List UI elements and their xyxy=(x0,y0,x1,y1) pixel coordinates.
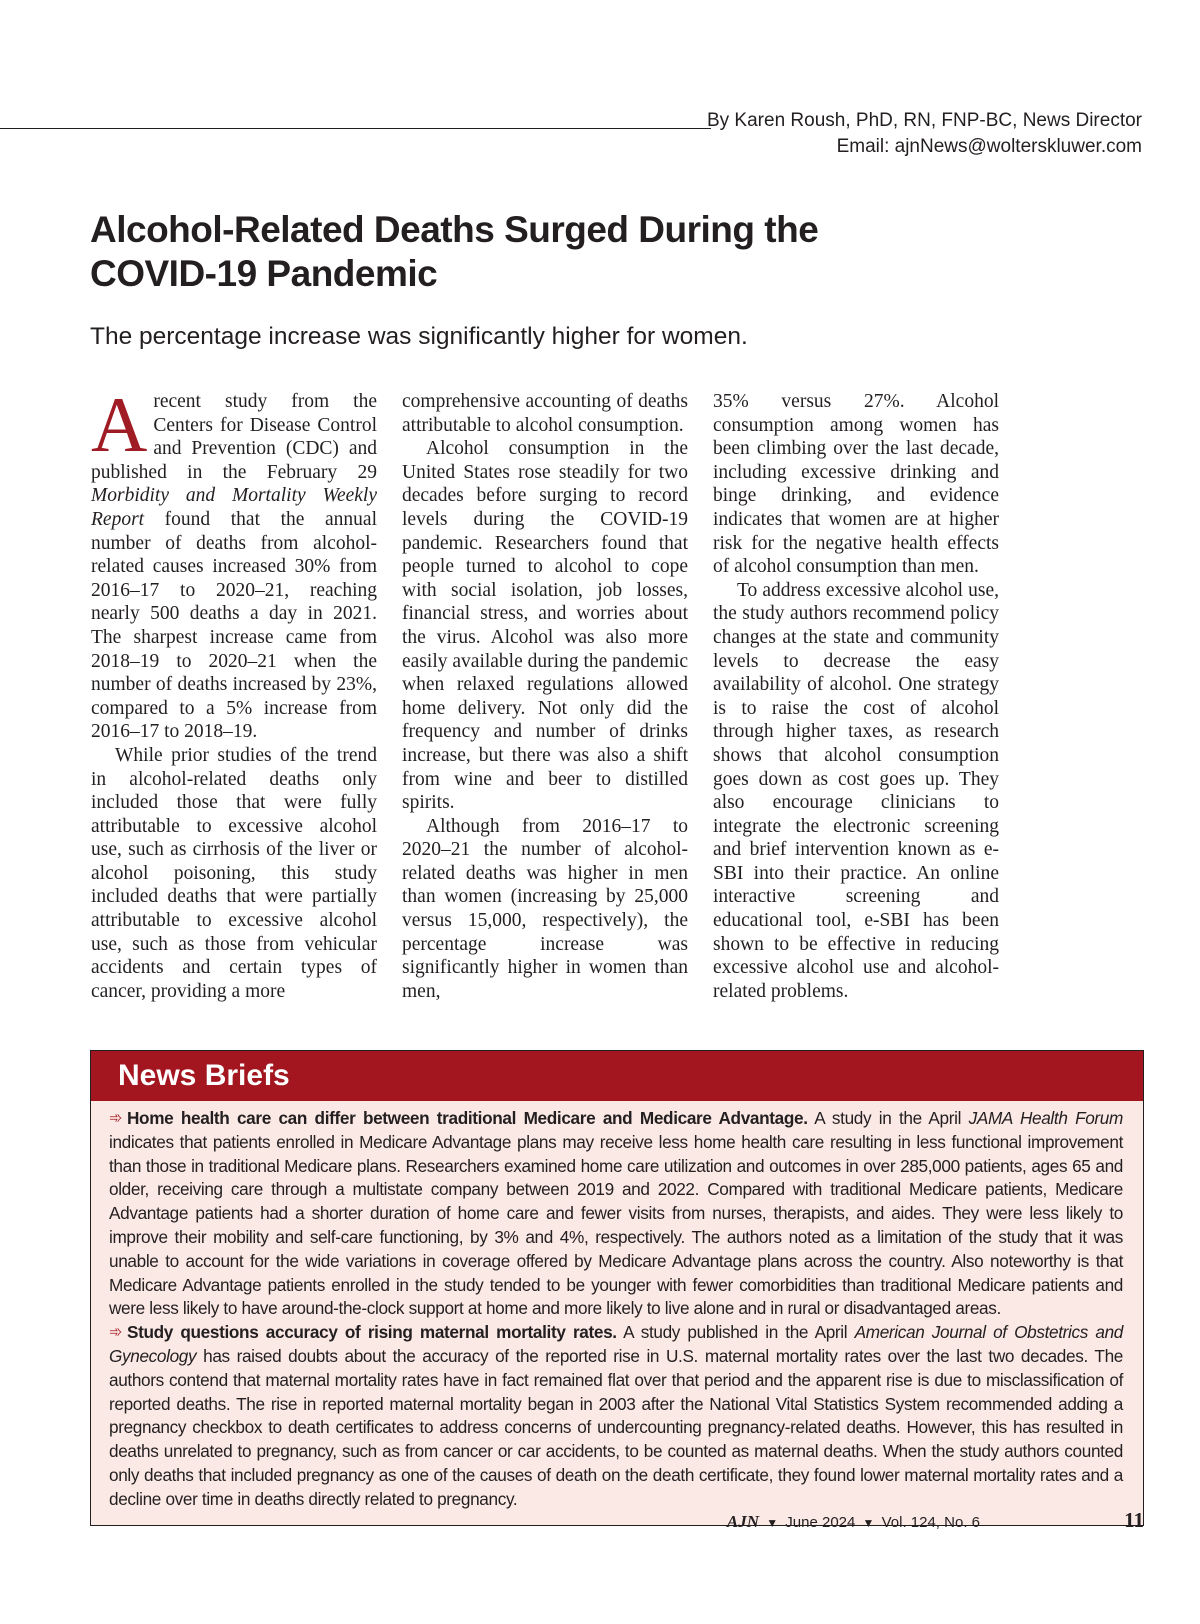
brief-journal: JAMA Health Forum xyxy=(968,1108,1123,1128)
article-title xyxy=(90,208,990,296)
title-line-1: Alcohol-Related Deaths Surged During the xyxy=(90,209,819,250)
brief-journal: American Journal of Obstetrics and Gynecology xyxy=(109,1322,1123,1366)
paragraph-4-continued: 35% versus 27%. Alcohol consumption among women has been climbing over the last decade, including excessive drinking and binge drinking, and evidence indicates that women are at higher risk for the negative health effects of alcohol consumption than men. xyxy=(713,391,999,578)
arrow-right-icon: ➾ xyxy=(109,1324,123,1342)
triangle-down-icon: ▼ xyxy=(862,1516,875,1530)
footer-issue-info xyxy=(727,1512,980,1532)
news-briefs-heading: News Briefs xyxy=(91,1051,1143,1101)
paragraph-1 xyxy=(91,381,377,744)
journal-abbrev: AJN xyxy=(726,1512,760,1531)
article-subtitle: The percentage increase was significantly higher for women. xyxy=(90,323,748,350)
paragraph-2: While prior studies of the trend in alcohol-related deaths only included those that were fully attributable to excessive alcohol use, such as cirrhosis of the liver or alcohol poisoning, this study included deaths that were partially attributable to excessive alcohol use, such as those from vehicular accidents and certain types of cancer, providing a more xyxy=(91,744,377,1002)
paragraph-4: Although from 2016–17 to 2020–21 the number of alcohol-related deaths was higher in men than women (increasing by 25,000 versus 15,000, respectively), the percentage increase was significantly higher in women than men, xyxy=(402,815,688,1002)
issue-date: June 2024 xyxy=(785,1514,856,1531)
news-briefs-box xyxy=(90,1050,1144,1526)
news-brief-item xyxy=(109,1107,1123,1321)
drop-cap: A xyxy=(91,381,148,468)
paragraph-3: Alcohol consumption in the United States rose steadily for two decades before surging to record levels during the COVID-19 pandemic. Researchers found that people turned to alcohol to cope with social isolation, job losses, financial stress, and worries about the virus. Alcohol was also more easily available during the pandemic when relaxed regulations allowed home delivery. Not only did the frequency and number of drinks increase, but there was also a shift from wine and beer to distilled spirits. xyxy=(402,438,688,814)
triangle-down-icon: ▼ xyxy=(766,1516,779,1530)
article-column-1 xyxy=(91,381,377,1003)
title-line-2: COVID-19 Pandemic xyxy=(90,253,438,294)
author-byline: By Karen Roush, PhD, RN, FNP-BC, News Director xyxy=(706,110,1142,131)
arrow-right-icon: ➾ xyxy=(109,1110,123,1127)
news-brief-item xyxy=(109,1321,1123,1511)
brief-text-a: A study published in the April xyxy=(616,1322,855,1343)
journal-name: Morbidity and Mortality Weekly Report xyxy=(91,485,377,530)
paragraph-1-text-a: recent study from the Centers for Disease Control and Prevention (CDC) and published in the February 29 xyxy=(91,391,377,483)
brief-text-b: indicates that patients enrolled in Medicare Advantage plans may receive less home health care resulting in less functional improvement than those in traditional Medicare plans. Researchers examined home care utilization and outcomes in over 285,000 patients, ages 65 and older, receiving care through a multistate company between 2019 and 2022. Compared with traditional Medicare patients, Medicare Advantage patients had a shorter duration of home care and fewer visits from nurses, therapists, and aides. They were less likely to improve their mobility and self-care functioning, by 3% and 4%, respectively. The authors noted as a limitation of the study that it was unable to account for the wide variations in coverage offered by Medicare Advantage plans across the country. Also noteworthy is that Medicare Advantage patients enrolled in the study tended to be younger with fewer comorbidities than traditional Medicare patients and were less likely to have around-the-clock support at home and more likely to live alone and in rural or disadvantaged areas. xyxy=(109,1131,1123,1319)
brief-headline: Home health care can differ between traditional Medicare and Medicare Advantage. xyxy=(127,1108,808,1128)
header-rule xyxy=(0,128,711,129)
page-number: 11 xyxy=(1124,1508,1144,1532)
byline-block xyxy=(707,108,1142,160)
volume-issue: Vol. 124, No. 6 xyxy=(881,1514,980,1531)
paragraph-5: To address excessive alcohol use, the study authors recommend policy changes at the state and community levels to decrease the easy availability of alcohol. One strategy is to raise the cost of alcohol through higher taxes, as research shows that alcohol consumption goes down as cost goes up. They also encourage clinicians to integrate the electronic screening and brief intervention known as e-SBI into their practice. An online interactive screening and educational tool, e-SBI has been shown to be effective in reducing excessive alcohol use and alcohol-related problems. xyxy=(713,579,999,1002)
brief-text-b: has raised doubts about the accuracy of the reported rise in U.S. maternal mortality rates over the last two decades. The authors contend that maternal mortality rates have in fact remained flat over that period and the apparent rise is due to misclassification of reported deaths. The rise in reported maternal mortality began in 2003 after the National Vital Statistics System recommended adding a pregnancy checkbox to death certificates to address concerns of undercounting pregnancy-related deaths. However, this has resulted in deaths unrelated to pregnancy, such as from cancer or car accidents, to be counted as maternal deaths. When the study authors counted only deaths that included pregnancy as one of the causes of death on the death certificate, they found lower maternal mortality rates and a decline over time in deaths directly related to pregnancy. xyxy=(109,1345,1123,1509)
news-briefs-body xyxy=(91,1101,1143,1512)
article-column-2 xyxy=(402,390,688,1003)
brief-headline: Study questions accuracy of rising maternal mortality rates. xyxy=(127,1322,617,1343)
brief-text-a: A study in the April xyxy=(807,1108,969,1128)
page-footer xyxy=(0,1508,1200,1538)
paragraph-2-continued: comprehensive accounting of deaths attributable to alcohol consumption. xyxy=(402,391,688,436)
author-email: Email: ajnNews@wolterskluwer.com xyxy=(836,136,1142,157)
article-column-3 xyxy=(713,390,999,1003)
paragraph-1-text-b: found that the annual number of deaths from alcohol-related causes increased 30% from 2016–17 to 2020–21, reaching nearly 500 deaths a day in 2021. The sharpest increase came from 2018–19 to 2020–21 when the number of deaths increased by 23%, compared to a 5% increase from 2016–17 to 2018–19. xyxy=(91,508,377,743)
